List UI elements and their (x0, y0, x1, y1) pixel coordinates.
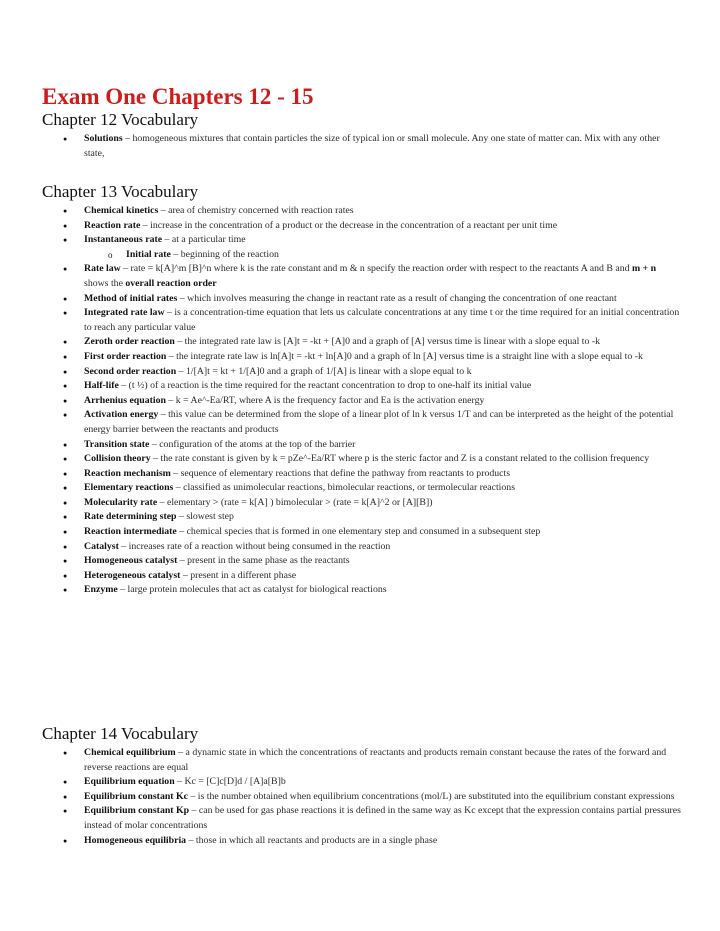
vocab-term: Zeroth order reaction (84, 336, 175, 348)
chapter-13-section (42, 182, 682, 598)
list-item (42, 204, 682, 219)
vocab-term: Equilibrium constant Kp (84, 805, 190, 817)
list-item (42, 569, 682, 584)
vocab-term: Chemical equilibrium (84, 747, 176, 758)
vocab-term: Elementary reactions (84, 482, 174, 494)
vocab-definition: – Kc = [C]c[D]d / [A]a[B]b (174, 776, 286, 788)
vocab-term: Equilibrium constant Kc (84, 790, 188, 802)
document-title: Exam One Chapters 12 - 15 (42, 84, 314, 109)
vocab-definition: – those in which all reactants and products are in a single phase (186, 834, 438, 846)
vocab-term: Reaction intermediate (84, 526, 177, 538)
vocab-term: Activation energy (84, 409, 159, 421)
list-item (42, 481, 682, 496)
vocab-term: Rate determining step (84, 511, 177, 523)
vocab-term: Rate law (84, 263, 121, 275)
chapter-14-section (42, 724, 682, 848)
list-item (42, 467, 682, 482)
vocab-definition: – 1/[A]t = kt + 1/[A]0 and a graph of 1/[A] is linear with a slope equal to k (176, 365, 472, 377)
list-item (42, 350, 682, 365)
vocab-definition: – sequence of elementary reactions that define the pathway from reactants to products (170, 467, 511, 479)
vocab-term: Heterogeneous catalyst (84, 569, 181, 581)
vocab-term: Reaction rate (84, 219, 141, 231)
list-item (42, 804, 682, 833)
list-item (42, 746, 682, 775)
vocab-definition: – increases rate of a reaction without being consumed in the reaction (118, 540, 391, 552)
vocab-term: Integrated rate law (84, 307, 165, 319)
vocab-definition: – (t ½) of a reaction is the time required for the reactant concentration to drop to one-half its initial value (118, 380, 532, 392)
vocab-definition: – present in the same phase as the reactants (177, 555, 350, 567)
chapter-14-heading: Chapter 14 Vocabulary (42, 724, 199, 743)
list-item (42, 510, 682, 525)
vocab-definition: – area of chemistry concerned with reaction rates (158, 205, 354, 216)
vocab-definition: – k = Ae^-Ea/RT, where A is the frequency factor and Ea is the activation energy (165, 394, 485, 406)
vocab-term: Homogeneous catalyst (84, 555, 178, 567)
vocab-definition: – large protein molecules that act as catalyst for biological reactions (117, 584, 387, 596)
list-item (42, 408, 682, 437)
vocab-definition: – beginning of the reaction (170, 248, 279, 260)
chapter-13-list (42, 204, 682, 598)
vocab-term: Catalyst (84, 540, 119, 552)
list-item (42, 540, 682, 555)
list-item (42, 496, 682, 511)
list-item (42, 438, 682, 453)
vocab-definition: – which involves measuring the change in reactant rate as a result of changing the concentration of one reactant (177, 292, 617, 304)
list-item (42, 262, 682, 291)
vocab-term: Second order reaction (84, 365, 177, 377)
chapter-13-heading: Chapter 13 Vocabulary (42, 182, 199, 201)
vocab-term: Equilibrium equation (84, 776, 175, 788)
chapter-14-list (42, 746, 682, 848)
vocab-definition: – present in a different phase (180, 569, 297, 581)
vocab-term: Chemical kinetics (84, 205, 159, 216)
chapter-12-section (42, 110, 682, 161)
vocab-term: Reaction mechanism (84, 467, 171, 479)
list-item (42, 790, 682, 805)
vocab-definition: – the integrated rate law is [A]t = -kt + [A]0 and a graph of [A] versus time is linear with a slope equal to -k (174, 336, 600, 348)
sub-list-item (42, 248, 682, 263)
list-item (42, 365, 682, 380)
vocab-definition: – can be used for gas phase reactions it is defined in the same way as Kc except that the expression contains partial pressures instead of molar concentrations (84, 805, 681, 831)
vocab-term: Molecularity rate (84, 496, 158, 508)
list-item (42, 219, 682, 234)
list-item (42, 834, 682, 849)
list-item (42, 292, 682, 307)
vocab-definition: – at a particular time (162, 234, 246, 246)
vocab-definition: – classified as unimolecular reactions, bimolecular reactions, or termolecular reactions (173, 482, 516, 494)
list-item (42, 335, 682, 350)
vocab-bold-phrase: m + n (631, 263, 657, 275)
vocab-definition: shows the (84, 277, 126, 289)
vocab-term: Half-life (84, 380, 119, 392)
vocab-definition: – a dynamic state in which the concentrations of reactants and products remain constant because the rates of the forward and reverse reactions are equal (84, 747, 667, 773)
list-item (42, 775, 682, 790)
list-item (42, 394, 682, 409)
list-item (42, 525, 682, 540)
list-item (42, 306, 682, 335)
list-item (42, 452, 682, 467)
vocab-term: Arrhenius equation (84, 394, 166, 406)
vocab-term: Homogeneous equilibria (84, 834, 187, 846)
list-item (42, 554, 682, 569)
vocab-term: Transition state (84, 438, 150, 450)
vocab-definition: – rate = k[A]^m [B]^n where k is the rate constant and m & n specify the reaction order with respect to the reactants A and B and (120, 263, 632, 275)
vocab-definition: – is a concentration-time equation that lets us calculate concentrations at any time t or the time required for an initial concentration to reach any particular value (84, 307, 680, 333)
vocab-definition: – configuration of the atoms at the top of the barrier (149, 438, 356, 450)
vocab-term: Initial rate (126, 248, 171, 260)
vocab-definition: – the integrate rate law is ln[A]t = -kt + ln[A]0 and a graph of ln [A] versus time is a straight line with a slope equal to -k (166, 350, 643, 362)
vocab-bold-phrase: overall reaction order (125, 277, 217, 289)
vocab-definition: – increase in the concentration of a product or the decrease in the concentration of a reactant per unit time (140, 219, 558, 231)
vocab-term: Solutions (84, 133, 123, 144)
vocab-definition: – chemical species that is formed in one elementary step and consumed in a subsequent step (176, 526, 541, 538)
list-item (42, 132, 682, 161)
vocab-term: Instantaneous rate (84, 234, 163, 246)
vocab-definition: – slowest step (176, 511, 234, 523)
vocab-definition: – this value can be determined from the slope of a linear plot of ln k versus 1/T and can be interpreted as the height of the potential energy barrier between the reactants and products (84, 409, 674, 435)
vocab-definition: – the rate constant is given by k = pZe^-Ea/RT where p is the steric factor and Z is a constant related to the collision frequency (150, 453, 650, 465)
vocab-term: Enzyme (84, 584, 118, 596)
chapter-12-heading: Chapter 12 Vocabulary (42, 110, 199, 129)
vocab-definition: – homogeneous mixtures that contain particles the size of typical ion or small molecule. Any one state of matter can. Mix with any other state, (84, 133, 660, 159)
vocab-term: First order reaction (84, 350, 167, 362)
vocab-term: Method of initial rates (84, 292, 178, 304)
list-item (42, 233, 682, 248)
vocab-definition: – elementary > (rate = k[A] ) bimolecular > (rate = k[A]^2 or [A][B]) (157, 496, 433, 508)
list-item (42, 583, 682, 598)
vocab-term: Collision theory (84, 453, 151, 465)
list-item (42, 379, 682, 394)
vocab-definition: – is the number obtained when equilibrium concentrations (mol/L) are substituted into the equilibrium constant expressions (187, 790, 675, 802)
chapter-12-list (42, 132, 682, 161)
